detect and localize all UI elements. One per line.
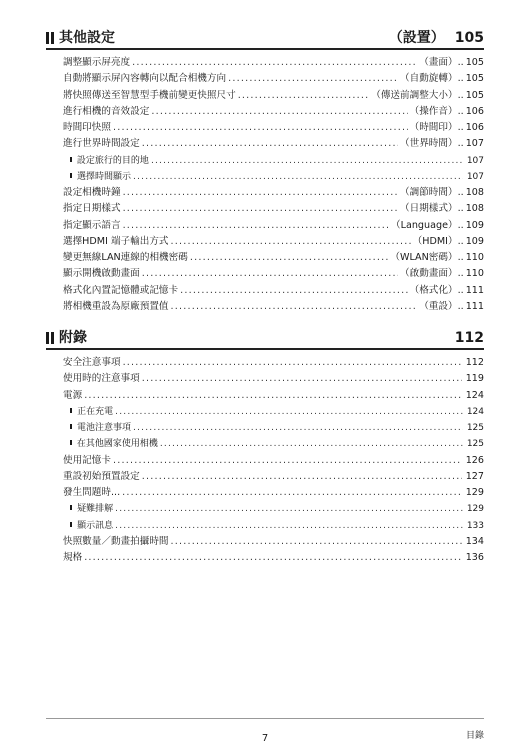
- dot-leader: [115, 501, 463, 517]
- footer-label[interactable]: 目錄: [465, 731, 484, 741]
- bullet-icon: [70, 424, 72, 429]
- toc-entry-page: 109: [465, 235, 484, 247]
- toc-entry-title: 使用記憶卡: [63, 454, 111, 466]
- dot-leader-short: ..: [457, 57, 464, 68]
- toc-entry[interactable]: [63, 355, 484, 371]
- bullet-icon: [70, 440, 72, 445]
- dot-leader: [113, 453, 462, 469]
- toc-entry-page: 129: [466, 504, 484, 515]
- toc-entry-page: 136: [465, 552, 484, 563]
- footer-divider: [46, 718, 484, 719]
- toc-entry-page: 112: [465, 357, 484, 368]
- toc-entry-page: 105: [465, 73, 484, 85]
- toc-entry-ref: （畫面）: [419, 57, 458, 68]
- dot-leader-short: ..: [457, 138, 464, 150]
- toc-entry[interactable]: [63, 88, 484, 104]
- toc-entry-title: 變更無線LAN連線的相機密碼: [63, 252, 188, 263]
- toc-entry-page: 125: [466, 439, 484, 450]
- toc-entry[interactable]: [63, 55, 484, 71]
- dot-leader: [171, 299, 418, 315]
- dot-leader: [190, 250, 389, 266]
- section-header-appendix: [46, 330, 484, 350]
- section-page-number[interactable]: 112: [454, 330, 484, 346]
- toc-entry-title: 快照數量／動畫拍攝時間: [63, 535, 169, 547]
- toc-entry-title: 顯示訊息: [77, 520, 114, 531]
- toc-entry[interactable]: [63, 250, 484, 266]
- toc-entry-title: 重設初始預置設定: [63, 470, 140, 482]
- toc-entry-page: 129: [465, 487, 484, 498]
- dot-leader-short: ..: [457, 203, 464, 215]
- toc-entry[interactable]: [63, 201, 484, 217]
- section-header-ref: （設置）: [388, 30, 445, 46]
- bullet-icon: [70, 173, 72, 178]
- toc-entry-page: 107: [466, 171, 484, 182]
- toc-entry-ref: （操作音）: [409, 105, 458, 117]
- dot-leader-short: ..: [457, 187, 464, 198]
- toc-subentry[interactable]: [63, 420, 484, 436]
- toc-entry[interactable]: [63, 71, 484, 87]
- toc-entry-page: 111: [465, 300, 484, 312]
- toc-entry-page: 119: [465, 373, 484, 385]
- toc-entry-title: 選擇HDMI 端子輸出方式: [63, 235, 169, 247]
- dot-leader: [115, 518, 463, 534]
- toc-list-appendix: [63, 355, 484, 566]
- toc-entry-title: 規格: [63, 552, 83, 563]
- bullet-icon: [70, 522, 72, 527]
- toc-entry-ref: （WLAN密碼）: [390, 252, 458, 263]
- toc-entry-title: 電源: [63, 389, 83, 401]
- toc-entry[interactable]: [63, 185, 484, 201]
- toc-entry-title: 疑難排解: [77, 504, 114, 515]
- toc-entry[interactable]: [63, 388, 484, 404]
- toc-subentry[interactable]: [63, 404, 484, 420]
- toc-entry-title: 正在充電: [77, 406, 114, 417]
- toc-entry-ref: （自動旋轉）: [400, 73, 458, 85]
- toc-entry-page: 127: [465, 470, 484, 482]
- dot-leader: [123, 218, 389, 234]
- toc-entry-title: 設定相機時鐘: [63, 187, 121, 198]
- dot-leader-short: ..: [457, 252, 464, 263]
- dot-leader: [113, 120, 408, 136]
- toc-entry[interactable]: [63, 266, 484, 282]
- dot-leader: [151, 153, 463, 169]
- dot-leader: [142, 136, 398, 152]
- section-title: 其他設定: [59, 30, 115, 46]
- toc-entry-page: 133: [466, 520, 484, 531]
- toc-entry-page: 124: [465, 389, 484, 401]
- dot-leader: [122, 485, 462, 501]
- toc-entry-ref: （調節時間）: [400, 187, 458, 198]
- toc-entry-title: 進行世界時間設定: [63, 138, 140, 150]
- toc-entry-page: 107: [465, 138, 484, 150]
- bullet-icon: [70, 505, 72, 510]
- dot-leader-short: ..: [457, 89, 464, 101]
- toc-entry-title: 設定旅行的目的地: [76, 155, 149, 166]
- toc-entry-ref: （Language）: [391, 219, 458, 231]
- toc-entry-ref: （世界時間）: [400, 138, 458, 150]
- dot-leader: [133, 169, 463, 185]
- toc-entry-title: 安全注意事項: [63, 357, 121, 368]
- dot-leader: [115, 404, 463, 420]
- section-marker-icon: [46, 32, 54, 44]
- toc-entry-title: 調整顯示屏亮度: [63, 57, 131, 68]
- toc-entry[interactable]: [63, 136, 484, 152]
- toc-entry-page: 106: [465, 122, 484, 133]
- toc-entry-page: 126: [465, 454, 484, 466]
- toc-entry-page: 107: [466, 155, 484, 166]
- toc-entry-ref: （格式化）: [409, 284, 458, 296]
- dot-leader-short: ..: [457, 73, 464, 85]
- dot-leader-short: ..: [457, 300, 464, 312]
- dot-leader: [171, 234, 411, 250]
- toc-entry-title: 選擇時間顯示: [77, 171, 132, 182]
- toc-entry[interactable]: [63, 485, 484, 501]
- section-title-group: [46, 330, 87, 346]
- toc-entry-title: 自動將顯示屏內容轉向以配合相機方向: [63, 73, 227, 85]
- toc-entry[interactable]: [63, 218, 484, 234]
- toc-subentry[interactable]: [63, 501, 484, 517]
- dot-leader-short: ..: [457, 268, 464, 280]
- bullet-icon: [70, 408, 72, 413]
- dot-leader-short: ..: [457, 122, 464, 133]
- toc-entry-page: 106: [465, 105, 484, 117]
- dot-leader-short: ..: [457, 235, 464, 247]
- toc-entry-page: 110: [465, 268, 484, 280]
- toc-entry-page: 109: [465, 219, 484, 231]
- dot-leader: [133, 420, 463, 436]
- dot-leader: [123, 201, 398, 217]
- dot-leader: [180, 283, 407, 299]
- toc-entry-ref: （重設）: [419, 300, 458, 312]
- toc-entry-title: 電池注意事項: [77, 423, 132, 433]
- toc-entry[interactable]: [63, 371, 484, 387]
- dot-leader: [123, 185, 398, 201]
- toc-entry-title: 指定日期樣式: [63, 203, 121, 215]
- toc-entry[interactable]: [63, 534, 484, 550]
- dot-leader: [238, 88, 370, 104]
- toc-entry-title: 使用時的注意事項: [63, 373, 140, 385]
- toc-entry-ref: （HDMI）: [412, 235, 458, 247]
- toc-subentry[interactable]: [63, 153, 484, 169]
- toc-entry-page: 105: [465, 57, 484, 68]
- toc-entry-page: 125: [466, 423, 484, 433]
- section-page-group: [455, 330, 484, 346]
- toc-entry-title: 進行相機的音效設定: [63, 105, 150, 117]
- section-page-number[interactable]: 105: [454, 30, 484, 46]
- toc-entry-title: 時間印快照: [63, 122, 111, 133]
- dot-leader: [84, 388, 462, 404]
- dot-leader-short: ..: [457, 284, 464, 296]
- toc-entry-title: 顯示開機啟動畫面: [63, 268, 140, 280]
- toc-entry-title: 發生問題時...: [63, 487, 121, 498]
- section-title: 附錄: [59, 330, 87, 346]
- toc-entry[interactable]: [63, 104, 484, 120]
- dot-leader-short: ..: [457, 219, 464, 231]
- toc-entry[interactable]: [63, 469, 484, 485]
- dot-leader: [151, 104, 407, 120]
- toc-entry-title: 格式化內置記憶體或記憶卡: [63, 284, 179, 296]
- footer-page-number: 7: [261, 733, 269, 744]
- toc-entry-ref: （傳送前調整大小）: [371, 89, 458, 101]
- toc-entry-page: 124: [466, 406, 484, 417]
- dot-leader: [228, 71, 398, 87]
- toc-entry[interactable]: [63, 550, 484, 566]
- toc-entry-title: 將快照傳送至智慧型手機前變更快照尺寸: [63, 89, 236, 101]
- section-header-other-settings: [46, 30, 484, 50]
- toc-entry-title: 指定顯示語言: [63, 219, 121, 231]
- dot-leader: [84, 550, 462, 566]
- dot-leader: [142, 469, 462, 485]
- dot-leader: [132, 55, 417, 71]
- toc-subentry[interactable]: [63, 518, 484, 534]
- toc-entry-page: 134: [465, 535, 484, 547]
- toc-subentry[interactable]: [63, 169, 484, 185]
- dot-leader: [171, 534, 462, 550]
- toc-entry[interactable]: [63, 283, 484, 299]
- section-page-group: [389, 30, 484, 46]
- dot-leader: [142, 266, 398, 282]
- toc-entry[interactable]: [63, 299, 484, 315]
- dot-leader-short: ..: [457, 105, 464, 117]
- toc-subentry[interactable]: [63, 436, 484, 452]
- dot-leader: [142, 371, 462, 387]
- toc-entry-title: 在其他國家使用相機: [76, 439, 158, 450]
- toc-entry-page: 110: [465, 252, 484, 263]
- toc-entry-page: 105: [465, 89, 484, 101]
- toc-list-other-settings: [63, 55, 484, 315]
- toc-entry[interactable]: [63, 453, 484, 469]
- toc-entry-page: 108: [465, 203, 484, 215]
- toc-entry[interactable]: [63, 234, 484, 250]
- toc-entry[interactable]: [63, 120, 484, 136]
- bullet-icon: [70, 157, 72, 162]
- section-marker-icon: [46, 332, 54, 344]
- dot-leader: [160, 436, 463, 452]
- dot-leader: [123, 355, 462, 371]
- toc-entry-ref: （啟動畫面）: [400, 268, 458, 280]
- toc-entry-ref: （時間印）: [409, 122, 458, 133]
- toc-entry-page: 108: [465, 187, 484, 198]
- toc-entry-title: 將相機重設為原廠預置值: [63, 300, 169, 312]
- toc-entry-ref: （日期樣式）: [400, 203, 458, 215]
- toc-entry-page: 111: [465, 284, 484, 296]
- section-title-group: [46, 30, 115, 46]
